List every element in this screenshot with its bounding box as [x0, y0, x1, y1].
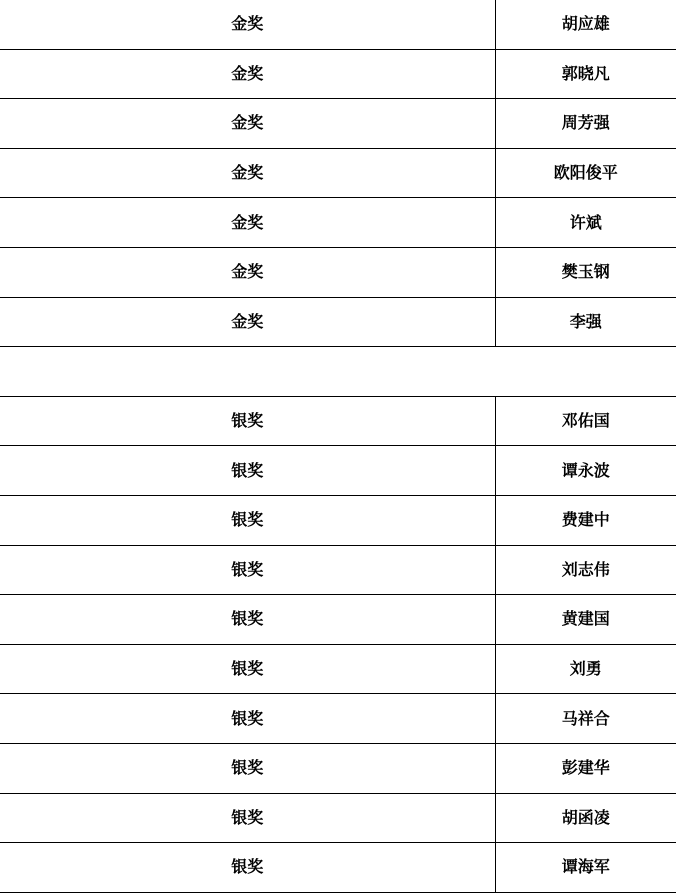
- table-row: [0, 49, 676, 99]
- award-cell: 金奖: [0, 49, 495, 99]
- award-cell: 银奖: [0, 793, 495, 843]
- winner-name-cell: 周芳强: [495, 99, 676, 149]
- table-row: [0, 396, 676, 446]
- award-cell: 银奖: [0, 644, 495, 694]
- winner-name-cell: 胡应雄: [495, 0, 676, 49]
- award-cell: 银奖: [0, 743, 495, 793]
- winner-name-cell: 刘勇: [495, 644, 676, 694]
- table-row: [0, 148, 676, 198]
- table-row: [0, 99, 676, 149]
- award-cell: 银奖: [0, 446, 495, 496]
- winner-name-cell: 邓佑国: [495, 396, 676, 446]
- winner-name-cell: 马祥合: [495, 694, 676, 744]
- table-row: [0, 694, 676, 744]
- table-row: [0, 545, 676, 595]
- winner-name-cell: 樊玉钢: [495, 247, 676, 297]
- section-spacer-row: [0, 347, 676, 397]
- table-row: [0, 743, 676, 793]
- award-cell: 银奖: [0, 396, 495, 446]
- empty-spacer-cell: [0, 347, 676, 397]
- winner-name-cell: 许斌: [495, 198, 676, 248]
- winner-name-cell: 彭建华: [495, 743, 676, 793]
- winner-name-cell: 李强: [495, 297, 676, 347]
- award-cell: 金奖: [0, 0, 495, 49]
- table-row: [0, 595, 676, 645]
- award-cell: 银奖: [0, 694, 495, 744]
- table-row: [0, 843, 676, 893]
- table-row: [0, 297, 676, 347]
- winner-name-cell: 谭海军: [495, 843, 676, 893]
- award-cell: 金奖: [0, 247, 495, 297]
- award-cell: 金奖: [0, 99, 495, 149]
- table-row: [0, 495, 676, 545]
- winner-name-cell: 刘志伟: [495, 545, 676, 595]
- table-row: [0, 0, 676, 49]
- winner-name-cell: 胡函凌: [495, 793, 676, 843]
- award-cell: 银奖: [0, 495, 495, 545]
- winner-name-cell: 黄建国: [495, 595, 676, 645]
- award-cell: 金奖: [0, 297, 495, 347]
- table-row: [0, 644, 676, 694]
- award-cell: 银奖: [0, 595, 495, 645]
- award-cell: 银奖: [0, 545, 495, 595]
- award-cell: 金奖: [0, 198, 495, 248]
- award-cell: 金奖: [0, 148, 495, 198]
- table-row: [0, 793, 676, 843]
- winner-name-cell: 郭晓凡: [495, 49, 676, 99]
- winner-name-cell: 欧阳俊平: [495, 148, 676, 198]
- winner-name-cell: 谭永波: [495, 446, 676, 496]
- table-row: [0, 198, 676, 248]
- table-row: [0, 247, 676, 297]
- award-cell: 银奖: [0, 843, 495, 893]
- winner-name-cell: 费建中: [495, 495, 676, 545]
- table-row: [0, 446, 676, 496]
